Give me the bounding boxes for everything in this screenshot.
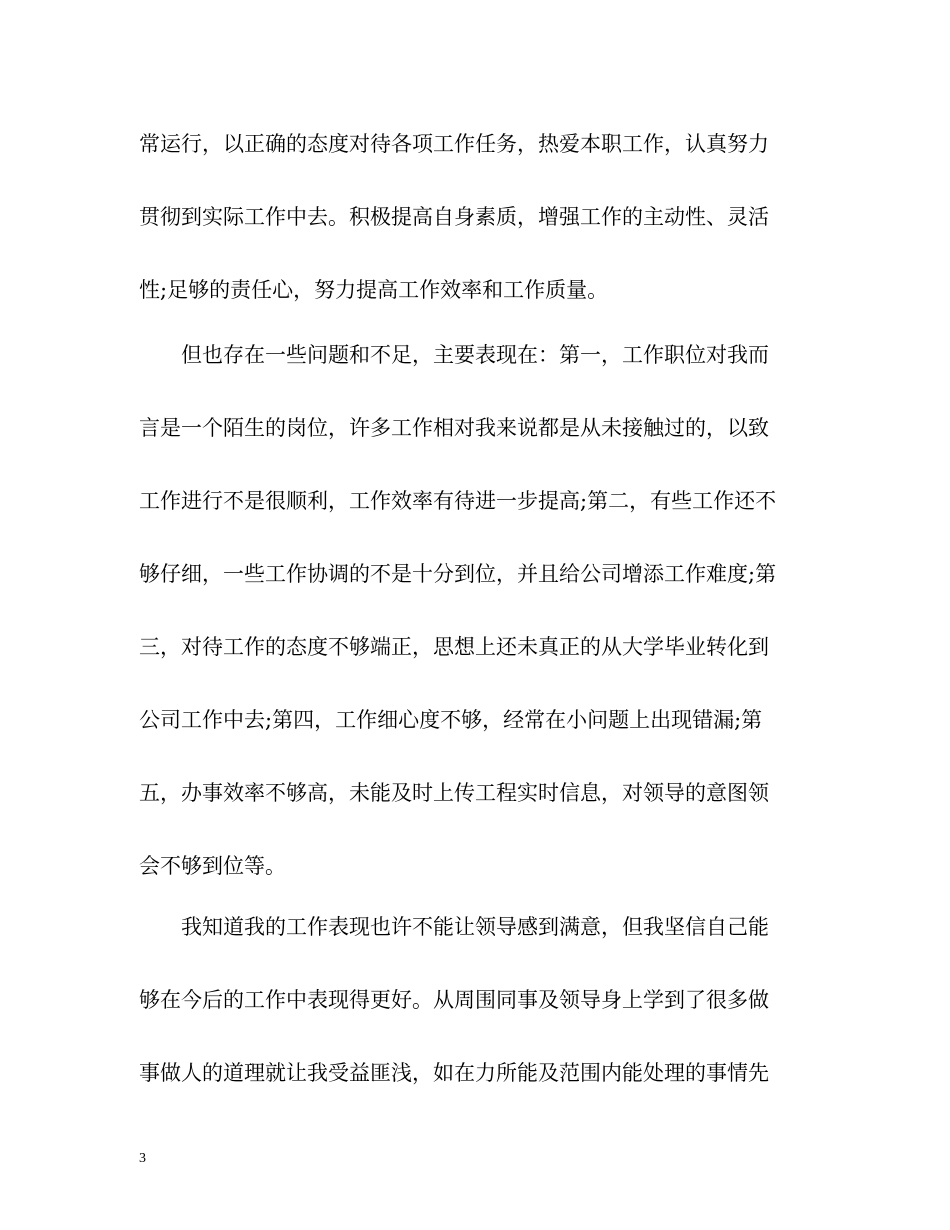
text-line: 事做人的道理就让我受益匪浅，如在力所能及范围内能处理的事情先 bbox=[139, 1061, 769, 1085]
text-line: 够在今后的工作中表现得更好。从周围同事及领导身上学到了很多做 bbox=[139, 988, 769, 1012]
text-line: 够仔细，一些工作协调的不是十分到位，并且给公司增添工作难度;第 bbox=[139, 562, 777, 586]
text-line: 贯彻到实际工作中去。积极提高自身素质，增强工作的主动性、灵活 bbox=[139, 205, 769, 229]
paragraph-first-line: 但也存在一些问题和不足，主要表现在：第一，工作职位对我而 bbox=[181, 343, 769, 367]
page-number: 3 bbox=[139, 1151, 146, 1166]
text-line: 三，对待工作的态度不够端正，思想上还未真正的从大学毕业转化到 bbox=[139, 635, 769, 659]
paragraph-first-line: 我知道我的工作表现也许不能让领导感到满意，但我坚信自己能 bbox=[181, 915, 769, 939]
text-line: 公司工作中去;第四，工作细心度不够，经常在小问题上出现错漏;第 bbox=[139, 708, 763, 732]
text-line: 言是一个陌生的岗位，许多工作相对我来说都是从未接触过的，以致 bbox=[139, 416, 769, 440]
text-line: 常运行，以正确的态度对待各项工作任务，热爱本职工作，认真努力 bbox=[139, 132, 769, 156]
text-line: 性;足够的责任心，努力提高工作效率和工作质量。 bbox=[139, 278, 609, 302]
text-line: 五，办事效率不够高，未能及时上传工程实时信息，对领导的意图领 bbox=[139, 781, 769, 805]
text-line: 会不够到位等。 bbox=[139, 854, 286, 878]
text-line: 工作进行不是很顺利，工作效率有待进一步提高;第二，有些工作还不 bbox=[139, 489, 777, 513]
